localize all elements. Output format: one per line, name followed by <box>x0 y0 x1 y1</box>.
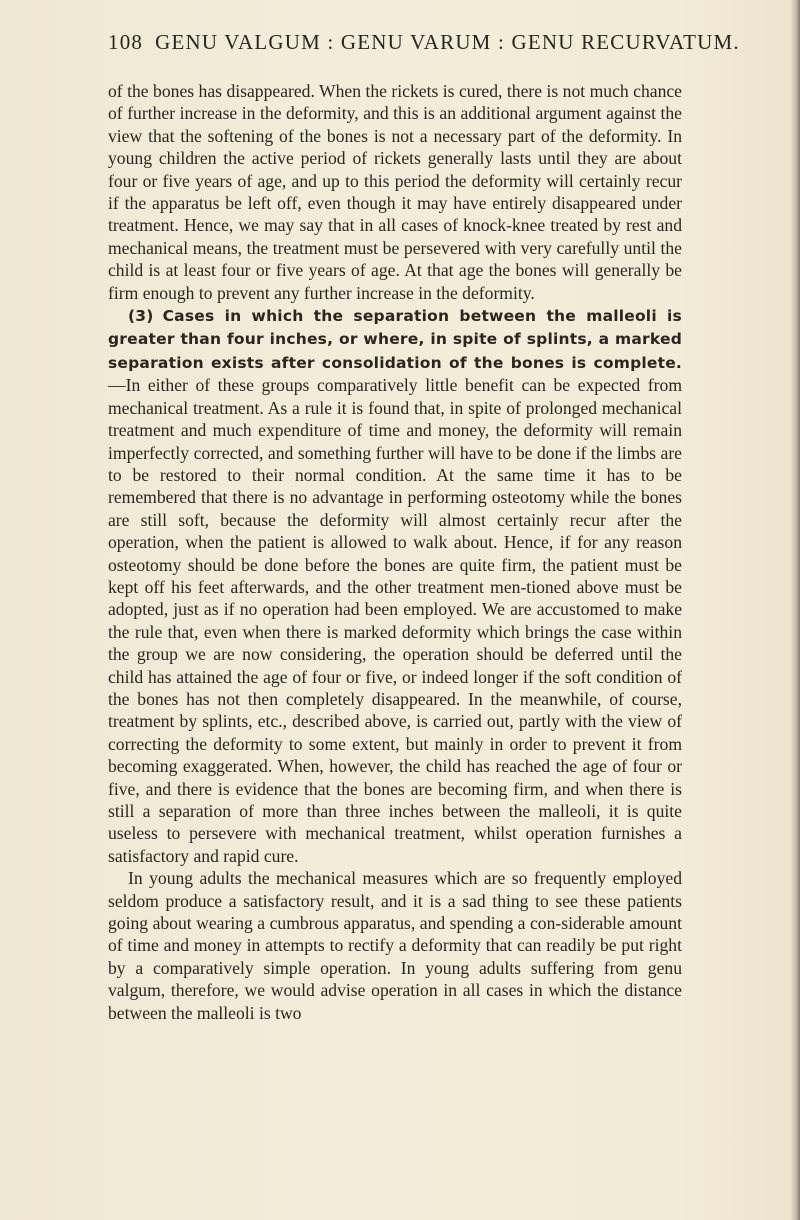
paragraph-1-text: of the bones has disappeared. When the rickets is cured, there is not much chance of further increase in the deformity, and this is an additional argument against the view that the softening of the bones is not a necessary part of the deformity. In young children the active period of rickets generally lasts until they are about four or five years of age, and up to this period the deformity will certainly recur if the apparatus be left off, even though it may have entirely disappeared under treatment. Hence, we may say that in all cases of knock-knee treated by rest and mechanical means, the treatment must be persevered with very carefully until the child is at least four or five years of age. At that age the bones will generally be firm enough to prevent any further increase in the deformity. <box>108 81 682 303</box>
section-number: (3) <box>128 307 154 326</box>
page-edge-shadow <box>790 0 800 1220</box>
paragraph-3-text: In young adults the mechanical measures which are so frequently employed seldom produce a satisfactory result, and it is a sad thing to see these patients going about wearing a cumbrous apparatus, and spending a con-siderable amount of time and money in attempts to rectify a deformity that can readily be put right by a comparatively simple operation. In young adults suffering from genu valgum, therefore, we would advise operation in all cases in which the distance between the malleoli is two <box>108 868 682 1023</box>
paragraph-2 <box>108 304 682 867</box>
section-heading: Cases in which the separation between the malleoli is greater than four inches, or where, in spite of splints, a marked separation exists after consolidation of the bones is complete. <box>108 307 682 372</box>
running-header <box>108 30 740 62</box>
page-number: 108 <box>108 30 144 54</box>
paragraph-2-text: —In either of these groups comparatively little benefit can be expected from mechanical treatment. As a rule it is found that, in spite of prolonged mechanical treatment and much expenditure of time and money, the deformity will remain imperfectly corrected, and something further will have to be done if the limbs are to be restored to their normal condition. At the same time it has to be remembered that there is no advantage in performing osteotomy while the bones are still soft, because the deformity will almost certainly recur after the operation, when the patient is allowed to walk about. Hence, if for any reason osteotomy should be done before the bones are quite firm, the patient must be kept off his feet afterwards, and the other treatment men-tioned above must be adopted, just as if no operation had been employed. We are accustomed to make the rule that, even when there is marked deformity which brings the case within the group we are now considering, the operation should be deferred until the child has attained the age of four or five, or indeed longer if the soft condition of the bones has not then completely disappeared. In the meanwhile, of course, treatment by splints, etc., described above, is carried out, partly with the view of correcting the deformity to some extent, but mainly in order to prevent it from becoming exaggerated. When, however, the child has reached the age of four or five, and there is evidence that the bones are becoming firm, and when there is still a separation of more than three inches between the malleoli, it is quite useless to persevere with mechanical treatment, whilst operation furnishes a satisfactory and rapid cure. <box>108 375 682 866</box>
paragraph-3 <box>108 867 682 1024</box>
body-text <box>108 80 682 1024</box>
running-title: GENU VALGUM : GENU VARUM : GENU RECURVATUM. <box>155 30 740 54</box>
paragraph-1 <box>108 80 682 304</box>
